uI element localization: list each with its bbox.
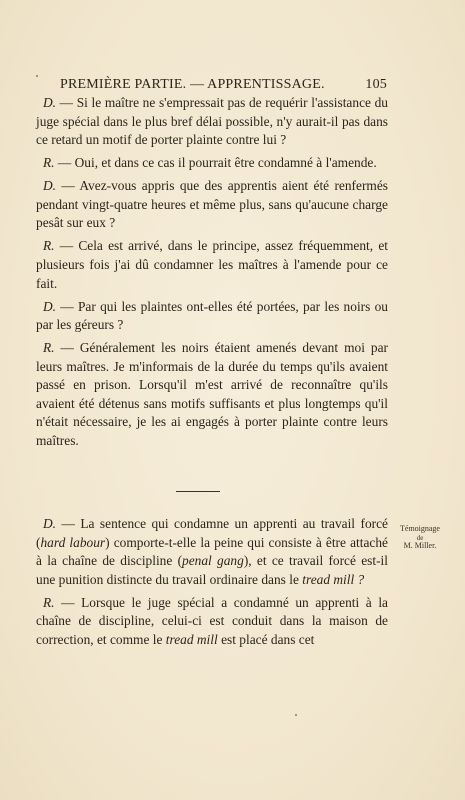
paragraph-text: — Par qui les plaintes ont-elles été portées, par les noirs ou par les géreurs ?: [36, 298, 388, 333]
paragraph: [36, 339, 388, 451]
paragraph: [36, 594, 388, 650]
paragraph: [36, 154, 388, 173]
paragraph-text: — La sentence qui condamne un apprenti au travail forcé (: [36, 516, 388, 550]
paragraph-text: est placé dans cet: [217, 631, 315, 647]
dialogue-block-1: [36, 94, 388, 451]
italic-term: tread mill: [165, 631, 218, 647]
paragraph: [36, 237, 388, 293]
margin-note-line: M. Miller.: [403, 541, 437, 550]
paragraph: [36, 177, 388, 233]
speaker-label: R.: [43, 238, 55, 254]
speaker-label: R.: [43, 594, 55, 610]
paragraph-text: ) comporte-t-elle la peine qui consiste à être attaché à la chaîne de discipline (: [36, 534, 388, 569]
running-title: PREMIÈRE PARTIE. — APPRENTISSAGE.: [60, 77, 325, 92]
dialogue-block-2: [36, 515, 388, 650]
speaker-label: R.: [43, 340, 55, 356]
paper-speck: [36, 75, 38, 77]
paragraph-text: ), et ce travail forcé est-il une punition distincte du travail ordinaire dans le: [36, 553, 388, 587]
speaker-label: D.: [43, 298, 57, 314]
speaker-label: D.: [43, 95, 57, 110]
paragraph-text: — Lorsque le juge spécial a condamné un apprenti à la chaîne de discipline, celui-ci est conduit dans la maison de correction, et comme le: [36, 594, 388, 647]
paragraph-text: — Si le maître ne s'empressait pas de requérir l'assistance du juge spécial dans le plus bref délai possible, n'y aurait-il pas dans ce retard un motif de porter plainte contre lui ?: [36, 95, 388, 148]
paragraph-text: — Généralement les noirs étaient amenés devant moi par leurs maîtres. Je m'informais de la durée du temps qu'ils avaient passé en prison. Lorsqu'il m'est arrivé de reconnaître qu'ils avaient été détenus sans motifs suffisants et plus longtemps qu'il n'était nécessaire, je les ai engagés à porter plainte contre leurs maîtres.: [36, 340, 388, 449]
paper-speck: [295, 714, 297, 716]
italic-term: hard labour: [40, 534, 106, 550]
paragraph-text: — Avez-vous appris que des apprentis aient été renfermés pendant vingt-quatre heures et même plus, sans qu'aucune charge pesât sur eux ?: [36, 178, 388, 231]
page-number: 105: [365, 77, 387, 92]
paragraph-text: — Oui, et dans ce cas il pourrait être condamné à l'amende.: [54, 155, 377, 171]
speaker-label: R.: [43, 155, 55, 171]
italic-term: tread mill ?: [302, 571, 365, 587]
margin-note-line: Témoignage: [400, 524, 440, 533]
paragraph: [36, 515, 388, 589]
speaker-label: D.: [43, 516, 57, 531]
margin-note: [390, 525, 450, 551]
margin-note-line: de: [416, 533, 424, 542]
italic-term: penal gang: [182, 553, 244, 569]
speaker-label: D.: [43, 178, 57, 194]
paragraph-text: — Cela est arrivé, dans le principe, assez fréquemment, et plusieurs fois j'ai dû condamner les maîtres à l'amende pour ce fait.: [36, 238, 388, 291]
section-divider: [176, 491, 220, 492]
paragraph: [36, 94, 388, 150]
paragraph: [36, 298, 388, 335]
